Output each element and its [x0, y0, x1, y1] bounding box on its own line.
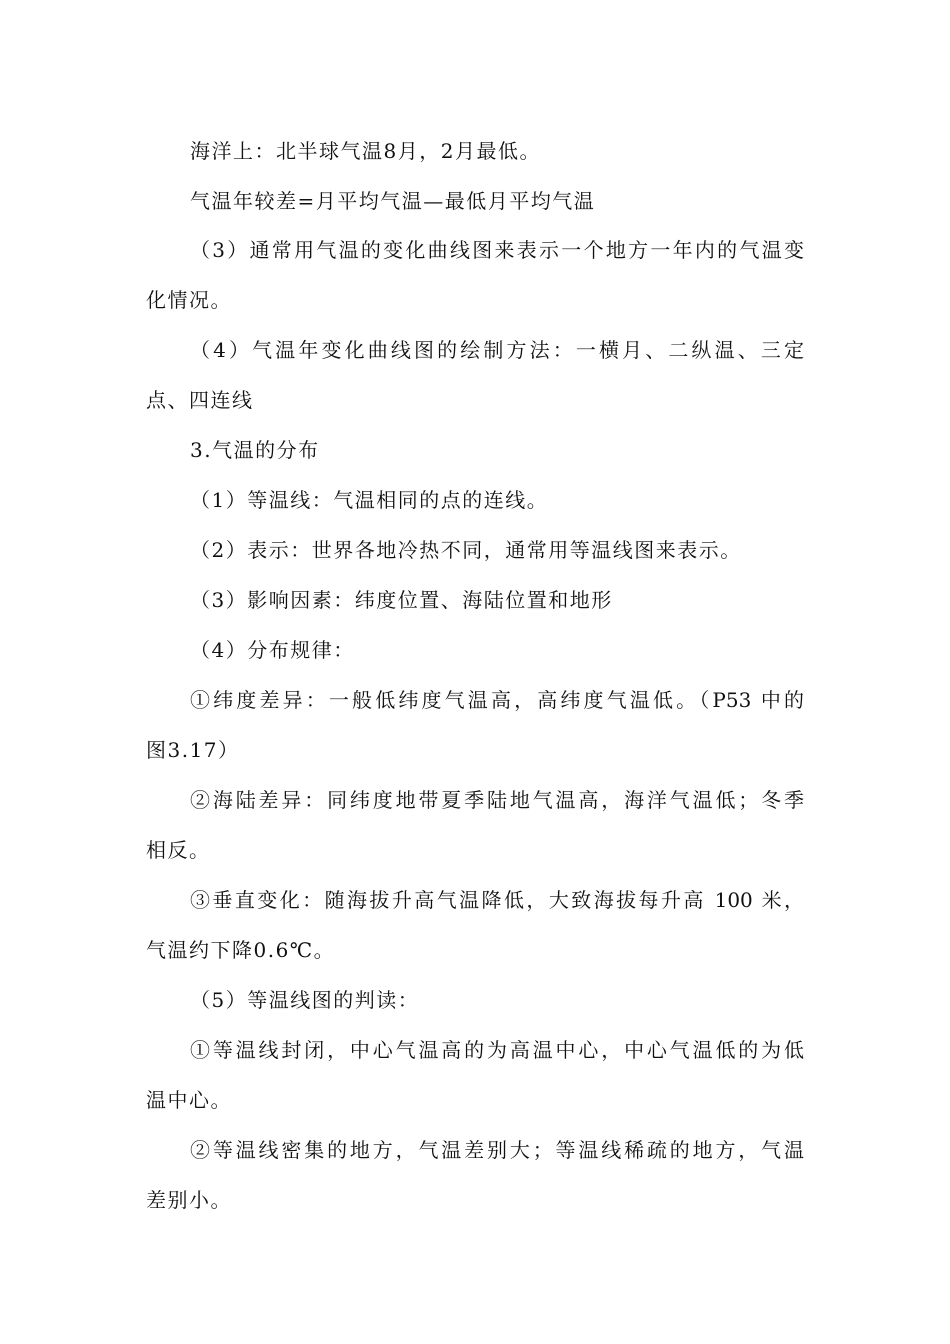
text-line-isotherm-reading: （5）等温线图的判读：: [190, 988, 420, 1012]
text-line-closed-isotherm-b: 温中心。: [146, 1088, 232, 1112]
text-line-isotherm-density-b: 差别小。: [146, 1188, 232, 1212]
text-line-land-sea-difference-a: ②海陆差异：同纬度地带夏季陆地气温高，海洋气温低；冬季: [190, 788, 804, 812]
text-line-isotherm-density-a: ②等温线密集的地方，气温差别大；等温线稀疏的地方，气温: [190, 1138, 804, 1162]
text-line-representation: （2）表示：世界各地冷热不同，通常用等温线图来表示。: [190, 538, 742, 562]
text-line-ocean-temperature: 海洋上：北半球气温8月，2月最低。: [190, 139, 541, 163]
text-line-influencing-factors: （3）影响因素：纬度位置、海陆位置和地形: [190, 588, 613, 612]
text-line-isotherm-definition: （1）等温线：气温相同的点的连线。: [190, 488, 549, 512]
section-heading-temperature-distribution: 3.气温的分布: [190, 438, 320, 462]
text-line-item-3b: 化情况。: [146, 288, 232, 312]
text-line-latitude-difference-a: ①纬度差异：一般低纬度气温高，高纬度气温低。（P53 中的: [190, 688, 804, 712]
text-line-item-4a: （4）气温年变化曲线图的绘制方法：一横月、二纵温、三定: [190, 338, 804, 362]
text-line-item-4b: 点、四连线: [146, 388, 254, 412]
text-line-distribution-rules: （4）分布规律：: [190, 638, 355, 662]
text-line-vertical-change-a: ③垂直变化：随海拔升高气温降低，大致海拔每升高 100 米，: [190, 888, 804, 912]
text-line-closed-isotherm-a: ①等温线封闭，中心气温高的为高温中心，中心气温低的为低: [190, 1038, 804, 1062]
text-line-latitude-difference-b: 图3.17）: [146, 738, 240, 762]
text-line-vertical-change-b: 气温约下降0.6℃。: [146, 938, 336, 962]
text-line-annual-range-formula: 气温年较差=月平均气温—最低月平均气温: [190, 189, 596, 213]
text-line-land-sea-difference-b: 相反。: [146, 838, 211, 862]
text-line-item-3a: （3）通常用气温的变化曲线图来表示一个地方一年内的气温变: [190, 238, 804, 262]
